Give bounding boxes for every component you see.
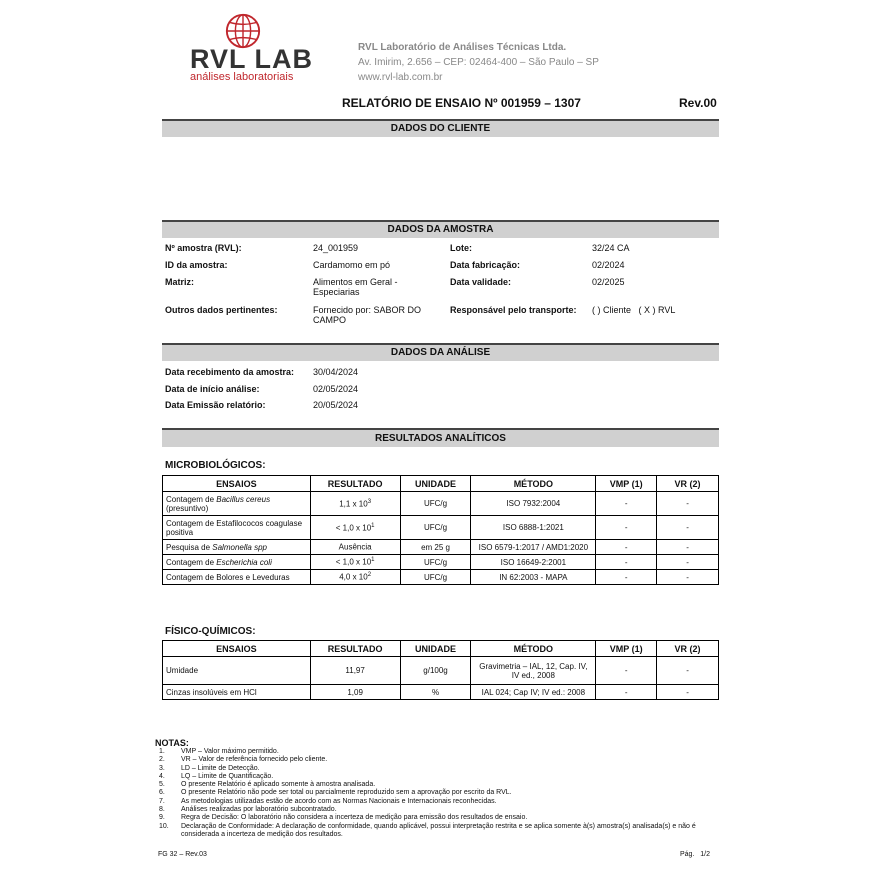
resultado-cell: 11,97 xyxy=(310,657,400,685)
ensaio-text: Contagem de Estafilococos coagulase positiva xyxy=(166,518,303,537)
vmp-cell: - xyxy=(596,570,657,585)
micro-table xyxy=(162,475,719,585)
inicio-label: Data de início análise: xyxy=(165,384,260,394)
note-text: LQ – Limite de Quantificação. xyxy=(181,772,274,780)
outros-label: Outros dados pertinentes: xyxy=(165,305,278,315)
micro-header-row xyxy=(163,476,719,492)
ensaio-text: Contagem de Bolores e Leveduras xyxy=(166,572,290,582)
resultado-value: 4,0 x 10 xyxy=(339,572,368,582)
col-metodo: MÉTODO xyxy=(471,641,596,657)
note-item xyxy=(155,823,725,840)
matriz-label: Matriz: xyxy=(165,277,194,287)
fab-value: 02/2024 xyxy=(592,260,625,270)
notes xyxy=(155,738,725,839)
resultado-cell: 1,09 xyxy=(310,685,400,700)
col-vr: VR (2) xyxy=(657,641,719,657)
note-text: Análises realizadas por laboratório subcontratado. xyxy=(181,806,337,814)
ensaio-organism: Escherichia coli xyxy=(216,557,272,567)
emissao-value: 20/05/2024 xyxy=(313,400,359,410)
table-row xyxy=(163,516,719,540)
resultado-exponent: 1 xyxy=(371,557,375,564)
note-number: 2. xyxy=(159,756,165,764)
metodo-cell: ISO 6888-1:2021 xyxy=(471,516,596,540)
section-bar-amostra: DADOS DA AMOSTRA xyxy=(162,220,719,238)
col-vr: VR (2) xyxy=(657,476,719,492)
logo-text: RVL LAB xyxy=(190,44,314,74)
transporte-label: Responsável pelo transporte: xyxy=(450,305,577,315)
ensaio-text: Contagem de xyxy=(166,557,217,567)
lote-label: Lote: xyxy=(450,243,472,253)
amostra-n-label: Nº amostra (RVL): xyxy=(165,243,242,253)
report-revision: Rev.00 xyxy=(679,96,717,110)
vmp-cell: - xyxy=(596,540,657,555)
fq-header-row xyxy=(163,641,719,657)
form-code: FG 32 – Rev.03 xyxy=(158,851,207,858)
col-metodo: MÉTODO xyxy=(471,476,596,492)
note-text: Regra de Decisão: O laboratório não considera a incerteza de medição para emissão dos resultados de ensaio. xyxy=(181,814,528,822)
recebimento-value: 30/04/2024 xyxy=(313,367,359,377)
ensaio-text-suffix: (presuntivo) xyxy=(166,503,209,513)
metodo-cell: IN 62:2003 - MAPA xyxy=(471,570,596,585)
note-number: 6. xyxy=(159,789,165,797)
vmp-cell: - xyxy=(596,555,657,570)
emissao-label: Data Emissão relatório: xyxy=(165,400,266,410)
table-row xyxy=(163,540,719,555)
unidade-cell: g/100g xyxy=(400,657,471,685)
col-vmp: VMP (1) xyxy=(596,476,657,492)
col-ensaios: ENSAIOS xyxy=(163,641,311,657)
ensaio-cell xyxy=(163,570,311,585)
section-bar-analise: DADOS DA ANÁLISE xyxy=(162,343,719,361)
vmp-cell: - xyxy=(596,685,657,700)
vr-cell: - xyxy=(657,540,719,555)
table-row xyxy=(163,492,719,516)
note-item xyxy=(155,756,725,764)
validade-value: 02/2025 xyxy=(592,277,625,287)
ensaio-text: Pesquisa de xyxy=(166,542,213,552)
company-info xyxy=(358,40,599,85)
fq-title: FÍSICO-QUÍMICOS: xyxy=(165,626,256,637)
ensaio-cell xyxy=(163,516,311,540)
resultado-exponent: 3 xyxy=(367,498,372,505)
note-number: 10. xyxy=(159,822,169,830)
section-bar-cliente: DADOS DO CLIENTE xyxy=(162,119,719,137)
metodo-cell: ISO 6579-1:2017 / AMD1:2020 xyxy=(471,540,596,555)
note-item xyxy=(155,814,725,822)
vr-cell: - xyxy=(657,657,719,685)
note-item xyxy=(155,789,725,797)
note-item xyxy=(155,781,725,789)
id-label: ID da amostra: xyxy=(165,260,228,270)
notes-title: NOTAS: xyxy=(155,738,189,748)
col-ensaios: ENSAIOS xyxy=(163,476,311,492)
vmp-cell: - xyxy=(596,516,657,540)
resultado-exponent: 2 xyxy=(367,572,372,579)
matriz-value: Alimentos em Geral - Especiarias xyxy=(313,277,398,297)
recebimento-label: Data recebimento da amostra: xyxy=(165,367,295,377)
outros-value: Fornecido por: SABOR DO CAMPO xyxy=(313,305,422,325)
vmp-cell: - xyxy=(596,657,657,685)
vr-cell: - xyxy=(657,555,719,570)
company-name: RVL Laboratório de Análises Técnicas Ltda. xyxy=(358,42,567,53)
resultado-value: 1,1 x 10 xyxy=(339,499,368,509)
ensaio-text: Contagem de xyxy=(166,494,217,504)
note-number: 9. xyxy=(159,814,165,822)
note-text: Declaração de Conformidade: A declaração de conformidade, quando aplicável, possui interpretação restrita e se aplica somente à(s) amostra(s) analisada(s) e não é considerada a incerteza de medição dos resultados. xyxy=(181,822,696,838)
note-item xyxy=(155,773,725,781)
metodo-cell: ISO 7932:2004 xyxy=(471,492,596,516)
note-number: 1. xyxy=(159,748,165,755)
metodo-cell: ISO 16649-2:2001 xyxy=(471,555,596,570)
ensaio-cell: Cinzas insolúveis em HCl xyxy=(163,685,311,700)
fq-table xyxy=(162,640,719,700)
ensaio-cell xyxy=(163,555,311,570)
inicio-value: 02/05/2024 xyxy=(313,384,359,394)
company-address: Av. Imirim, 2.656 – CEP: 02464-400 – São Paulo – SP xyxy=(358,57,599,68)
ensaio-cell xyxy=(163,540,311,555)
note-item xyxy=(155,765,725,773)
report-title: RELATÓRIO DE ENSAIO Nº 001959 – 1307 xyxy=(342,96,581,110)
transporte-value: ( ) Cliente ( X ) RVL xyxy=(592,305,676,315)
resultado-exponent: 1 xyxy=(371,522,375,529)
col-resultado: RESULTADO xyxy=(310,641,400,657)
id-value: Cardamomo em pó xyxy=(313,260,391,270)
micro-title: MICROBIOLÓGICOS: xyxy=(165,460,266,471)
vmp-cell: - xyxy=(596,492,657,516)
vr-cell: - xyxy=(657,516,719,540)
page-number: Pág. 1/2 xyxy=(680,851,710,858)
table-row xyxy=(163,555,719,570)
note-number: 7. xyxy=(159,797,165,805)
resultado-cell xyxy=(310,555,400,570)
vr-cell: - xyxy=(657,492,719,516)
vr-cell: - xyxy=(657,685,719,700)
note-item xyxy=(155,806,725,814)
resultado-cell xyxy=(310,492,400,516)
resultado-value: Ausência xyxy=(338,542,372,552)
ensaio-organism: Bacillus cereus xyxy=(216,494,271,504)
unidade-cell: UFC/g xyxy=(400,570,471,585)
vr-cell: - xyxy=(657,570,719,585)
resultado-value: < 1,0 x 10 xyxy=(335,557,372,567)
note-text: LD – Limite de Detecção. xyxy=(181,764,260,772)
note-text: VMP – Valor máximo permitido. xyxy=(181,748,279,755)
col-resultado: RESULTADO xyxy=(310,476,400,492)
unidade-cell: % xyxy=(400,685,471,700)
table-row xyxy=(163,570,719,585)
unidade-cell: em 25 g xyxy=(400,540,471,555)
resultado-value: < 1,0 x 10 xyxy=(335,523,372,533)
ensaio-cell: Umidade xyxy=(163,657,311,685)
note-number: 4. xyxy=(159,772,165,780)
note-item xyxy=(155,798,725,806)
lote-value: 32/24 CA xyxy=(592,243,630,253)
validade-label: Data validade: xyxy=(450,277,512,287)
resultado-cell xyxy=(310,570,400,585)
section-bar-resultados: RESULTADOS ANALÍTICOS xyxy=(162,428,719,447)
company-site: www.rvl-lab.com.br xyxy=(358,72,443,83)
col-unidade: UNIDADE xyxy=(400,476,471,492)
unidade-cell: UFC/g xyxy=(400,555,471,570)
col-unidade: UNIDADE xyxy=(400,641,471,657)
amostra-n-value: 24_001959 xyxy=(313,243,359,253)
unidade-cell: UFC/g xyxy=(400,492,471,516)
note-number: 5. xyxy=(159,781,165,789)
unidade-cell: UFC/g xyxy=(400,516,471,540)
resultado-cell xyxy=(310,516,400,540)
ensaio-cell xyxy=(163,492,311,516)
note-number: 3. xyxy=(159,764,165,772)
note-text: VR – Valor de referência fornecido pelo cliente. xyxy=(181,756,328,764)
note-number: 8. xyxy=(159,806,165,814)
fab-label: Data fabricação: xyxy=(450,260,521,270)
resultado-cell xyxy=(310,540,400,555)
logo-subtitle: análises laboratoriais xyxy=(190,71,294,83)
metodo-cell: Gravimetria – IAL, 12, Cap. IV, IV ed., 2008 xyxy=(471,657,596,685)
note-item xyxy=(155,748,725,756)
note-text: O presente Relatório é aplicado somente à amostra analisada. xyxy=(181,781,376,789)
metodo-cell: IAL 024; Cap IV; IV ed.: 2008 xyxy=(471,685,596,700)
ensaio-organism: Salmonella spp xyxy=(212,542,267,552)
table-row xyxy=(163,657,719,685)
note-text: O presente Relatório não pode ser total ou parcialmente reproduzido sem a aprovação por escrito da RVL. xyxy=(181,789,512,797)
col-vmp: VMP (1) xyxy=(596,641,657,657)
table-row xyxy=(163,685,719,700)
note-text: As metodologias utilizadas estão de acordo com as Normas Nacionais e Internacionais reconhecidas. xyxy=(181,797,497,805)
